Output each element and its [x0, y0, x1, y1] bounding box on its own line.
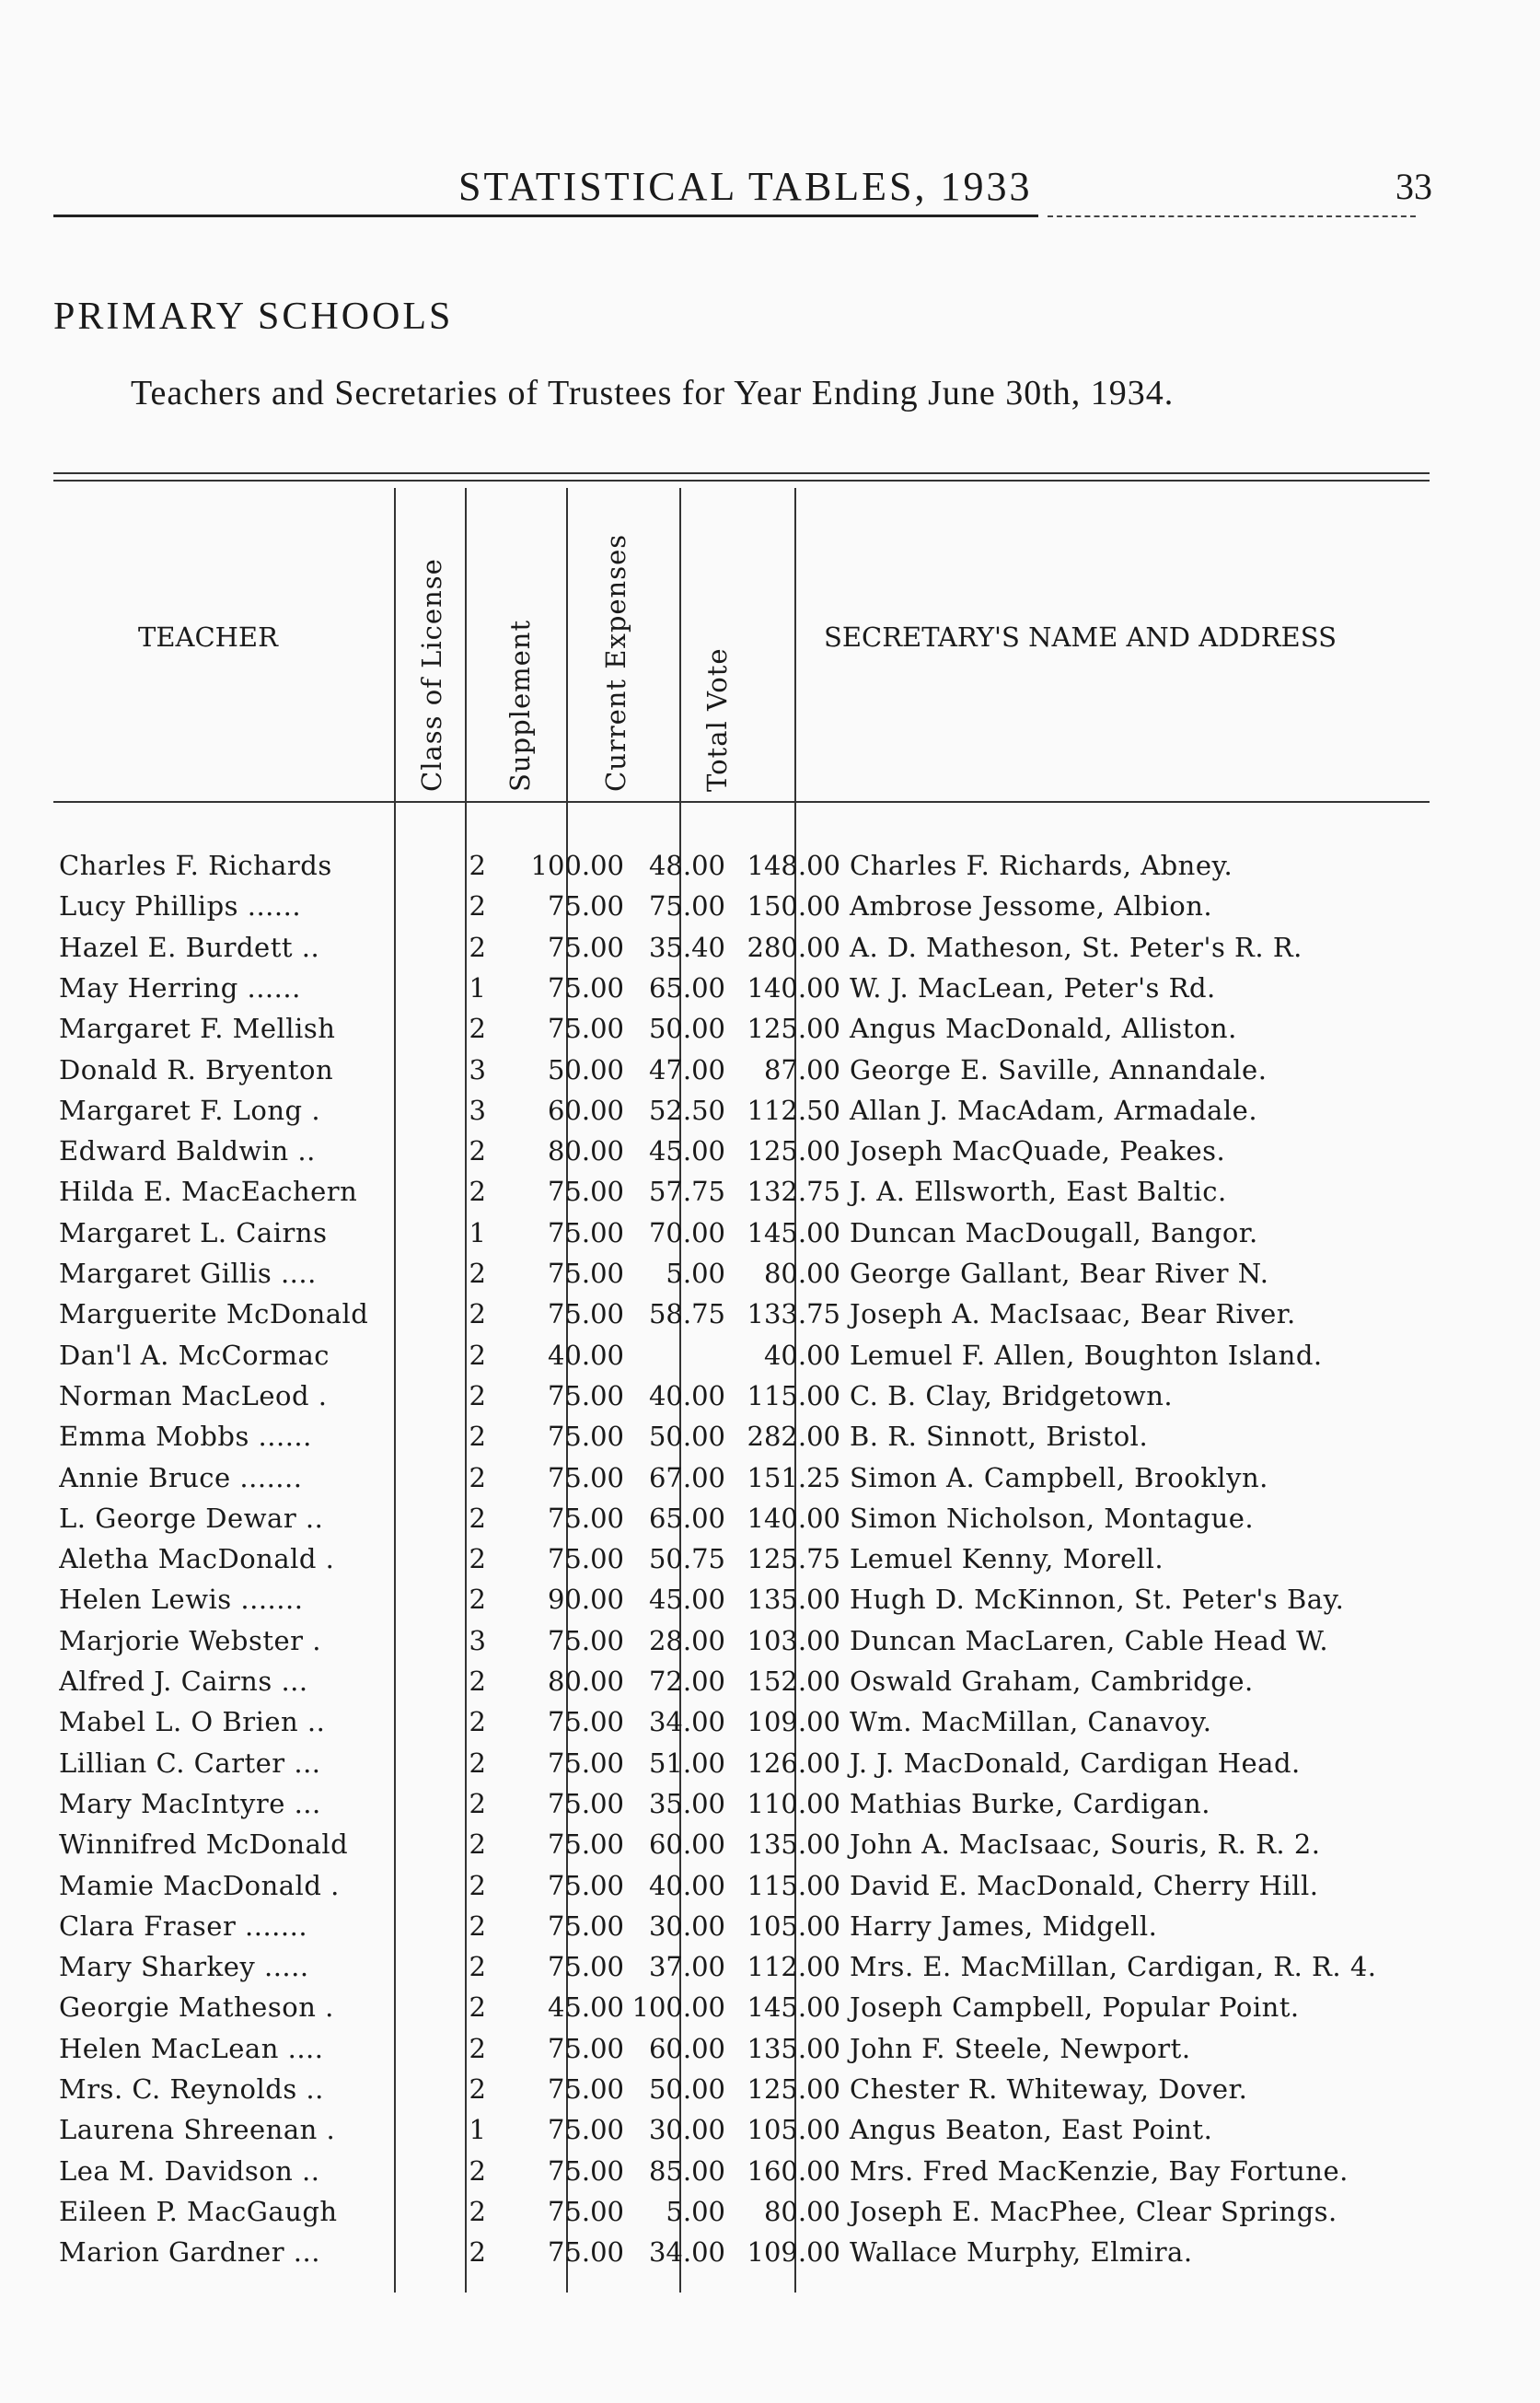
secretary-name-address: Joseph MacQuade, Peakes.	[850, 1135, 1226, 1167]
supplement-amount: 60.00	[547, 1094, 624, 1126]
secretary-name-address: Simon A. Campbell, Brooklyn.	[850, 1461, 1268, 1493]
teacher-name: Mabel L. O Brien ..	[59, 1706, 326, 1738]
supplement-amount: 75.00	[547, 931, 624, 963]
current-expenses-amount: 72.00	[648, 1666, 725, 1697]
page-number: 33	[1395, 166, 1432, 207]
total-vote-amount: 112.00	[747, 1951, 840, 1983]
class-of-license: 2	[469, 1298, 486, 1330]
column-header-class: Class of License	[416, 558, 447, 792]
class-of-license: 2	[469, 1379, 486, 1411]
total-vote-amount: 145.00	[747, 1991, 840, 2024]
total-vote-amount: 109.00	[747, 2236, 840, 2269]
supplement-amount: 75.00	[547, 1828, 624, 1861]
table-row	[53, 1661, 1434, 1701]
supplement-amount: 75.00	[547, 1216, 624, 1248]
teacher-name: Winnifred McDonald	[59, 1828, 349, 1861]
current-expenses-amount: 67.00	[648, 1461, 725, 1493]
secretary-name-address: John F. Steele, Newport.	[850, 2032, 1191, 2064]
supplement-amount: 75.00	[547, 1298, 624, 1330]
table-row	[53, 1743, 1434, 1783]
secretary-name-address: Angus Beaton, East Point.	[850, 2114, 1213, 2146]
secretary-name-address: Lemuel F. Allen, Boughton Island.	[850, 1339, 1323, 1371]
column-header-total: Total Vote	[701, 647, 733, 792]
supplement-amount: 75.00	[547, 1951, 624, 1983]
secretary-name-address: John A. MacIsaac, Souris, R. R. 2.	[850, 1828, 1321, 1861]
secretary-name-address: Chester R. Whiteway, Dover.	[850, 2073, 1248, 2105]
class-of-license: 2	[469, 890, 486, 923]
current-expenses-amount: 58.75	[648, 1298, 725, 1330]
supplement-amount: 75.00	[547, 1910, 624, 1942]
table-row	[53, 1620, 1434, 1661]
teacher-name: Hilda E. MacEachern	[59, 1176, 358, 1208]
section-title: PRIMARY SCHOOLS	[53, 296, 454, 338]
total-vote-amount: 148.00	[747, 850, 840, 881]
running-title: STATISTICAL TABLES, 1933	[458, 164, 1033, 209]
table-row	[53, 1538, 1434, 1579]
class-of-license: 2	[469, 1502, 486, 1534]
current-expenses-amount: 52.50	[648, 1094, 725, 1126]
current-expenses-amount: 60.00	[648, 1828, 725, 1861]
total-vote-amount: 87.00	[763, 1053, 840, 1085]
secretary-name-address: Allan J. MacAdam, Armadale.	[850, 1094, 1258, 1126]
header-rule-dashed	[1048, 215, 1416, 217]
class-of-license: 2	[469, 2154, 486, 2187]
class-of-license: 2	[469, 1258, 486, 1289]
secretary-name-address: Hugh D. McKinnon, St. Peter's Bay.	[850, 1584, 1345, 1616]
table-row	[53, 1946, 1434, 1987]
total-vote-amount: 135.00	[747, 1584, 840, 1616]
class-of-license: 2	[469, 2195, 486, 2227]
total-vote-amount: 40.00	[763, 1339, 840, 1371]
teacher-name: Helen Lewis .......	[59, 1584, 304, 1616]
secretary-name-address: Mathias Burke, Cardigan.	[850, 1787, 1210, 1819]
supplement-amount: 75.00	[547, 2236, 624, 2269]
teacher-name: Annie Bruce .......	[59, 1461, 303, 1493]
supplement-amount: 80.00	[547, 1666, 624, 1697]
total-vote-amount: 152.00	[747, 1666, 840, 1697]
supplement-amount: 90.00	[547, 1584, 624, 1616]
subtitle: Teachers and Secretaries of Trustees for Year Ending June 30th, 1934.	[131, 374, 1175, 412]
class-of-license: 2	[469, 1461, 486, 1493]
teacher-name: Alfred J. Cairns ...	[59, 1666, 308, 1697]
table-row	[53, 2069, 1434, 2109]
total-vote-amount: 80.00	[763, 2195, 840, 2227]
teacher-name: Marguerite McDonald	[59, 1298, 369, 1330]
secretary-name-address: Duncan MacLaren, Cable Head W.	[850, 1624, 1329, 1656]
teacher-name: Edward Baldwin ..	[59, 1135, 316, 1167]
current-expenses-amount: 30.00	[648, 2114, 725, 2146]
total-vote-amount: 125.00	[747, 2073, 840, 2105]
class-of-license: 2	[469, 2032, 486, 2064]
teacher-name: Eileen P. MacGaugh	[59, 2195, 338, 2227]
class-of-license: 1	[469, 971, 486, 1004]
teacher-name: Lillian C. Carter ...	[59, 1747, 321, 1779]
class-of-license: 2	[469, 1543, 486, 1575]
table-row	[53, 1213, 1434, 1253]
column-header-current: Current Expenses	[600, 533, 631, 792]
column-header-teacher: TEACHER	[138, 621, 278, 653]
table-row	[53, 1579, 1434, 1619]
header-divider	[53, 801, 1430, 803]
current-expenses-amount: 60.00	[648, 2032, 725, 2064]
supplement-amount: 75.00	[547, 2114, 624, 2146]
supplement-amount: 75.00	[547, 2032, 624, 2064]
current-expenses-amount: 5.00	[666, 2195, 725, 2227]
secretary-name-address: George E. Saville, Annandale.	[850, 1053, 1268, 1085]
supplement-amount: 100.00	[530, 850, 624, 881]
class-of-license: 2	[469, 1013, 486, 1045]
supplement-amount: 75.00	[547, 1013, 624, 1045]
secretary-name-address: George Gallant, Bear River N.	[850, 1258, 1269, 1289]
class-of-license: 2	[469, 1991, 486, 2024]
secretary-name-address: Joseph A. MacIsaac, Bear River.	[850, 1298, 1296, 1330]
table-row	[53, 1987, 1434, 2027]
supplement-amount: 75.00	[547, 1258, 624, 1289]
current-expenses-amount: 57.75	[648, 1176, 725, 1208]
class-of-license: 2	[469, 931, 486, 963]
total-vote-amount: 282.00	[747, 1421, 840, 1453]
teacher-name: Margaret F. Long .	[59, 1094, 321, 1126]
secretary-name-address: Lemuel Kenny, Morell.	[850, 1543, 1164, 1575]
total-vote-amount: 105.00	[747, 2114, 840, 2146]
teacher-name: Mrs. C. Reynolds ..	[59, 2073, 324, 2105]
teacher-name: Marjorie Webster .	[59, 1624, 321, 1656]
table-row	[53, 2028, 1434, 2069]
teacher-name: May Herring ......	[59, 971, 301, 1004]
teacher-name: Emma Mobbs ......	[59, 1421, 312, 1453]
current-expenses-amount: 50.00	[648, 1421, 725, 1453]
current-expenses-amount: 40.00	[648, 1869, 725, 1901]
page-header	[53, 152, 1432, 216]
teacher-name: Lea M. Davidson ..	[59, 2154, 320, 2187]
class-of-license: 1	[469, 1216, 486, 1248]
class-of-license: 2	[469, 850, 486, 881]
supplement-amount: 75.00	[547, 2195, 624, 2227]
class-of-license: 2	[469, 1176, 486, 1208]
total-vote-amount: 115.00	[747, 1379, 840, 1411]
total-vote-amount: 145.00	[747, 1216, 840, 1248]
current-expenses-amount: 34.00	[648, 2236, 725, 2269]
class-of-license: 2	[469, 2073, 486, 2105]
teacher-name: Mary Sharkey .....	[59, 1951, 309, 1983]
column-header-secretary: SECRETARY'S NAME AND ADDRESS	[824, 621, 1337, 653]
current-expenses-amount: 85.00	[648, 2154, 725, 2187]
header-rule	[53, 215, 1038, 217]
class-of-license: 2	[469, 1910, 486, 1942]
secretary-name-address: Joseph E. MacPhee, Clear Springs.	[850, 2195, 1337, 2227]
supplement-amount: 75.00	[547, 1461, 624, 1493]
table-row	[53, 927, 1434, 968]
table-row	[53, 886, 1434, 926]
total-vote-amount: 105.00	[747, 1910, 840, 1942]
class-of-license: 2	[469, 1747, 486, 1779]
supplement-amount: 75.00	[547, 2154, 624, 2187]
secretary-name-address: Mrs. E. MacMillan, Cardigan, R. R. 4.	[850, 1951, 1377, 1983]
table-row	[53, 1008, 1434, 1049]
supplement-amount: 75.00	[547, 1421, 624, 1453]
table-row	[53, 1131, 1434, 1171]
total-vote-amount: 133.75	[747, 1298, 840, 1330]
secretary-name-address: A. D. Matheson, St. Peter's R. R.	[850, 931, 1303, 963]
secretary-name-address: B. R. Sinnott, Bristol.	[850, 1421, 1149, 1453]
supplement-amount: 75.00	[547, 1869, 624, 1901]
secretary-name-address: Simon Nicholson, Montague.	[850, 1502, 1255, 1534]
total-vote-amount: 115.00	[747, 1869, 840, 1901]
current-expenses-amount: 65.00	[648, 1502, 725, 1534]
teacher-name: Charles F. Richards	[59, 850, 332, 881]
supplement-amount: 75.00	[547, 1176, 624, 1208]
class-of-license: 3	[469, 1094, 486, 1126]
secretary-name-address: David E. MacDonald, Cherry Hill.	[850, 1869, 1319, 1901]
table-row	[53, 968, 1434, 1008]
teacher-name: Donald R. Bryenton	[59, 1053, 334, 1085]
total-vote-amount: 135.00	[747, 1828, 840, 1861]
supplement-amount: 75.00	[547, 1543, 624, 1575]
teacher-name: Mamie MacDonald .	[59, 1869, 340, 1901]
secretary-name-address: Duncan MacDougall, Bangor.	[850, 1216, 1258, 1248]
current-expenses-amount: 37.00	[648, 1951, 725, 1983]
table-row	[53, 1498, 1434, 1538]
secretary-name-address: Mrs. Fred MacKenzie, Bay Fortune.	[850, 2154, 1349, 2187]
class-of-license: 2	[469, 1828, 486, 1861]
current-expenses-amount: 45.00	[648, 1135, 725, 1167]
total-vote-amount: 280.00	[747, 931, 840, 963]
teacher-name: Margaret L. Cairns	[59, 1216, 328, 1248]
class-of-license: 2	[469, 1421, 486, 1453]
class-of-license: 3	[469, 1624, 486, 1656]
current-expenses-amount: 50.75	[648, 1543, 725, 1575]
table-row	[53, 2151, 1434, 2191]
current-expenses-amount: 30.00	[648, 1910, 725, 1942]
supplement-amount: 45.00	[547, 1991, 624, 2024]
current-expenses-amount: 51.00	[648, 1747, 725, 1779]
teacher-name: Mary MacIntyre ...	[59, 1787, 321, 1819]
class-of-license: 2	[469, 1135, 486, 1167]
current-expenses-amount: 47.00	[648, 1053, 725, 1085]
current-expenses-amount: 48.00	[648, 850, 725, 881]
teacher-name: Aletha MacDonald .	[59, 1543, 335, 1575]
supplement-amount: 75.00	[547, 971, 624, 1004]
table-row	[53, 1090, 1434, 1131]
secretary-name-address: Wm. MacMillan, Canavoy.	[850, 1706, 1212, 1738]
supplement-amount: 50.00	[547, 1053, 624, 1085]
teacher-name: L. George Dewar ..	[59, 1502, 324, 1534]
class-of-license: 2	[469, 1706, 486, 1738]
total-vote-amount: 140.00	[747, 1502, 840, 1534]
teacher-name: Clara Fraser .......	[59, 1910, 308, 1942]
table-row	[53, 845, 1434, 886]
table-row	[53, 1376, 1434, 1416]
total-vote-amount: 112.50	[747, 1094, 840, 1126]
supplement-amount: 40.00	[547, 1339, 624, 1371]
class-of-license: 2	[469, 1787, 486, 1819]
class-of-license: 2	[469, 1666, 486, 1697]
supplement-amount: 80.00	[547, 1135, 624, 1167]
teacher-name: Helen MacLean ....	[59, 2032, 324, 2064]
secretary-name-address: J. J. MacDonald, Cardigan Head.	[850, 1747, 1301, 1779]
table-row	[53, 1416, 1434, 1457]
secretary-name-address: Angus MacDonald, Alliston.	[850, 1013, 1237, 1045]
table-row	[53, 1253, 1434, 1294]
table-row	[53, 1865, 1434, 1906]
total-vote-amount: 135.00	[747, 2032, 840, 2064]
teacher-name: Dan'l A. McCormac	[59, 1339, 330, 1371]
supplement-amount: 75.00	[547, 890, 624, 923]
secretary-name-address: J. A. Ellsworth, East Baltic.	[850, 1176, 1227, 1208]
current-expenses-amount: 50.00	[648, 2073, 725, 2105]
current-expenses-amount: 70.00	[648, 1216, 725, 1248]
teacher-name: Laurena Shreenan .	[59, 2114, 336, 2146]
secretary-name-address: W. J. MacLean, Peter's Rd.	[850, 971, 1216, 1004]
secretary-name-address: Oswald Graham, Cambridge.	[850, 1666, 1254, 1697]
secretary-name-address: Harry James, Midgell.	[850, 1910, 1158, 1942]
total-vote-amount: 140.00	[747, 971, 840, 1004]
supplement-amount: 75.00	[547, 1747, 624, 1779]
secretary-name-address: C. B. Clay, Bridgetown.	[850, 1379, 1174, 1411]
table-row	[53, 1457, 1434, 1498]
secretary-name-address: Ambrose Jessome, Albion.	[850, 890, 1213, 923]
table-top-rule	[53, 472, 1430, 482]
current-expenses-amount: 35.40	[648, 931, 725, 963]
current-expenses-amount: 5.00	[666, 1258, 725, 1289]
table-row	[53, 2109, 1434, 2150]
total-vote-amount: 109.00	[747, 1706, 840, 1738]
supplement-amount: 75.00	[547, 2073, 624, 2105]
total-vote-amount: 160.00	[747, 2154, 840, 2187]
class-of-license: 1	[469, 2114, 486, 2146]
total-vote-amount: 126.00	[747, 1747, 840, 1779]
current-expenses-amount: 28.00	[648, 1624, 725, 1656]
total-vote-amount: 103.00	[747, 1624, 840, 1656]
teacher-name: Georgie Matheson .	[59, 1991, 334, 2024]
class-of-license: 3	[469, 1053, 486, 1085]
supplement-amount: 75.00	[547, 1706, 624, 1738]
total-vote-amount: 150.00	[747, 890, 840, 923]
secretary-name-address: Joseph Campbell, Popular Point.	[850, 1991, 1300, 2024]
teacher-name: Hazel E. Burdett ..	[59, 931, 320, 963]
secretary-name-address: Wallace Murphy, Elmira.	[850, 2236, 1193, 2269]
table-row	[53, 1701, 1434, 1742]
table-row	[53, 1171, 1434, 1212]
teacher-name: Marion Gardner ...	[59, 2236, 320, 2269]
current-expenses-amount: 75.00	[648, 890, 725, 923]
current-expenses-amount: 45.00	[648, 1584, 725, 1616]
teacher-name: Lucy Phillips ......	[59, 890, 302, 923]
class-of-license: 2	[469, 1951, 486, 1983]
teacher-name: Margaret F. Mellish	[59, 1013, 336, 1045]
table-row	[53, 1906, 1434, 1946]
current-expenses-amount: 40.00	[648, 1379, 725, 1411]
table-row	[53, 1335, 1434, 1376]
total-vote-amount: 80.00	[763, 1258, 840, 1289]
supplement-amount: 75.00	[547, 1379, 624, 1411]
teacher-name: Margaret Gillis ....	[59, 1258, 317, 1289]
table-row	[53, 1294, 1434, 1334]
table-row	[53, 1783, 1434, 1824]
total-vote-amount: 125.00	[747, 1135, 840, 1167]
secretary-name-address: Charles F. Richards, Abney.	[850, 850, 1233, 881]
current-expenses-amount: 100.00	[631, 1991, 725, 2024]
class-of-license: 2	[469, 2236, 486, 2269]
current-expenses-amount: 35.00	[648, 1787, 725, 1819]
total-vote-amount: 110.00	[747, 1787, 840, 1819]
current-expenses-amount: 34.00	[648, 1706, 725, 1738]
teacher-name: Norman MacLeod .	[59, 1379, 328, 1411]
total-vote-amount: 151.25	[747, 1461, 840, 1493]
table-row	[53, 1050, 1434, 1090]
table-row	[53, 2232, 1434, 2272]
table-row	[53, 2191, 1434, 2232]
supplement-amount: 75.00	[547, 1787, 624, 1819]
total-vote-amount: 125.00	[747, 1013, 840, 1045]
current-expenses-amount: 65.00	[648, 971, 725, 1004]
class-of-license: 2	[469, 1869, 486, 1901]
column-header-supplement: Supplement	[504, 619, 536, 792]
supplement-amount: 75.00	[547, 1624, 624, 1656]
current-expenses-amount: 50.00	[648, 1013, 725, 1045]
table-row	[53, 1824, 1434, 1864]
class-of-license: 2	[469, 1584, 486, 1616]
total-vote-amount: 132.75	[747, 1176, 840, 1208]
supplement-amount: 75.00	[547, 1502, 624, 1534]
class-of-license: 2	[469, 1339, 486, 1371]
total-vote-amount: 125.75	[747, 1543, 840, 1575]
